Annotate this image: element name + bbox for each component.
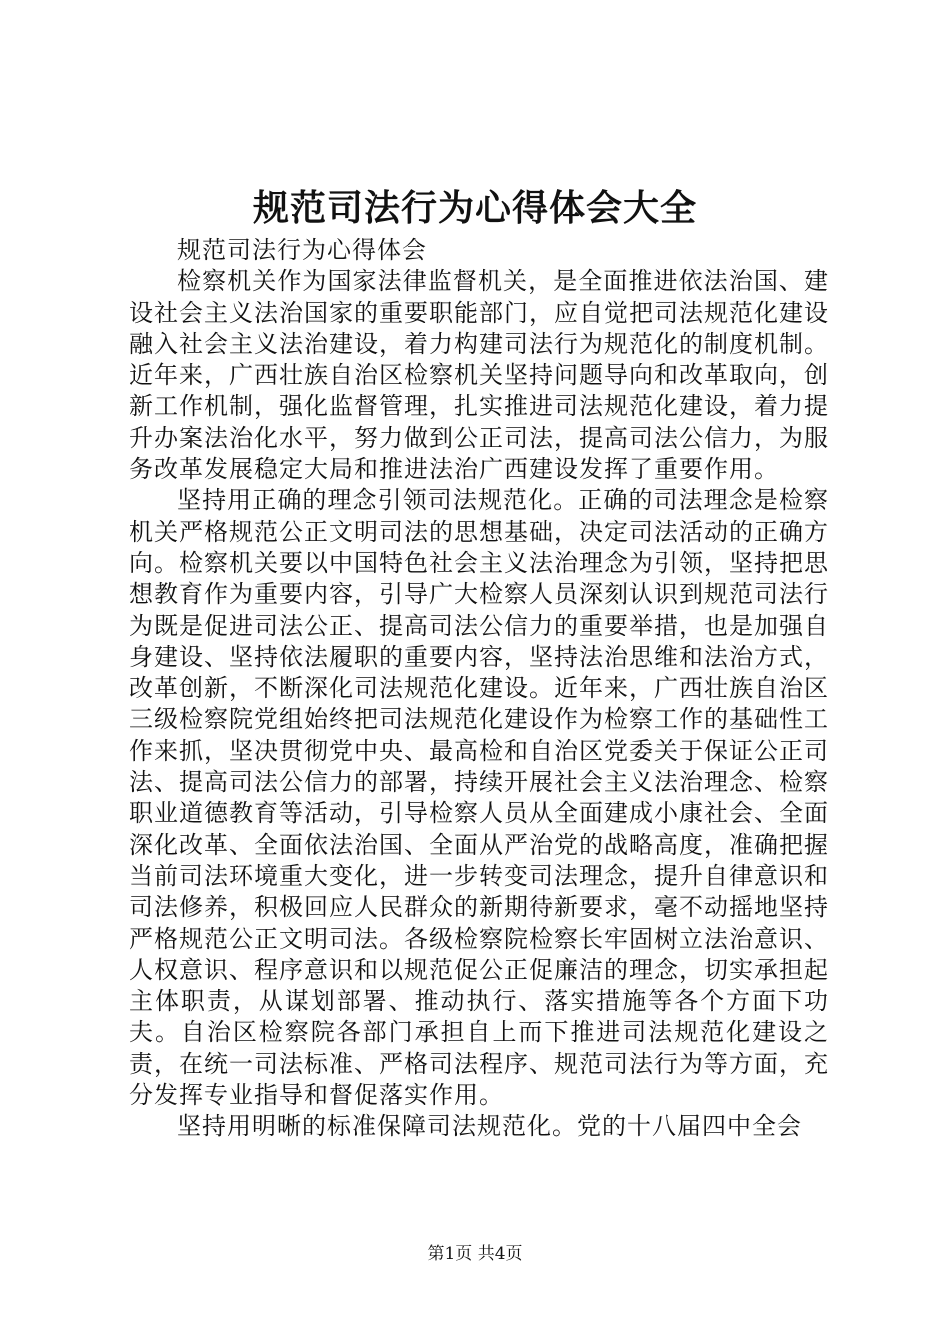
- paragraph: 检察机关作为国家法律监督机关，是全面推进依法治国、建设社会主义法治国家的重要职能部门，应自觉把司法规范化建设融入社会主义法治建设，着力构建司法行为规范化的制度机制。近年来，广西壮族自治区检察机关坚持问题导向和改革取向，创新工作机制，强化监督管理，扎实推进司法规范化建设，着力提升办案法治化水平，努力做到公正司法，提高司法公信力，为服务改革发展稳定大局和推进法治广西建设发挥了重要作用。: [129, 267, 829, 484]
- paragraph: 坚持用正确的理念引领司法规范化。正确的司法理念是检察机关严格规范公正文明司法的思想基础，决定司法活动的正确方向。检察机关要以中国特色社会主义法治理念为引领，坚持把思想教育作为重要内容，引导广大检察人员深刻认识到规范司法行为既是促进司法公正、提高司法公信力的重要举措，也是加强自身建设、坚持依法履职的重要内容，坚持法治思维和法治方式，改革创新，不断深化司法规范化建设。近年来，广西壮族自治区三级检察院党组始终把司法规范化建设作为检察工作的基础性工作来抓，坚决贯彻党中央、最高检和自治区党委关于保证公正司法、提高司法公信力的部署，持续开展社会主义法治理念、检察职业道德教育等活动，引导检察人员从全面建成小康社会、全面深化改革、全面依法治国、全面从严治党的战略高度，准确把握当前司法环境重大变化，进一步转变司法理念，提升自律意识和司法修养，积极回应人民群众的新期待新要求，毫不动摇地坚持严格规范公正文明司法。各级检察院检察长牢固树立法治意识、人权意识、程序意识和以规范促公正促廉洁的理念，切实承担起主体职责，从谋划部署、推动执行、落实措施等各个方面下功夫。自治区检察院各部门承担自上而下推进司法规范化建设之责，在统一司法标准、严格司法程序、规范司法行为等方面，充分发挥专业指导和督促落实作用。: [129, 486, 829, 1110]
- document-body: [129, 235, 829, 1143]
- document-title: 规范司法行为心得体会大全: [252, 187, 697, 229]
- page-footer: 第1页 共4页: [427, 1244, 523, 1264]
- paragraph: 坚持用明晰的标准保障司法规范化。党的十八届四中全会: [177, 1112, 802, 1141]
- document-subtitle: 规范司法行为心得体会: [177, 236, 427, 264]
